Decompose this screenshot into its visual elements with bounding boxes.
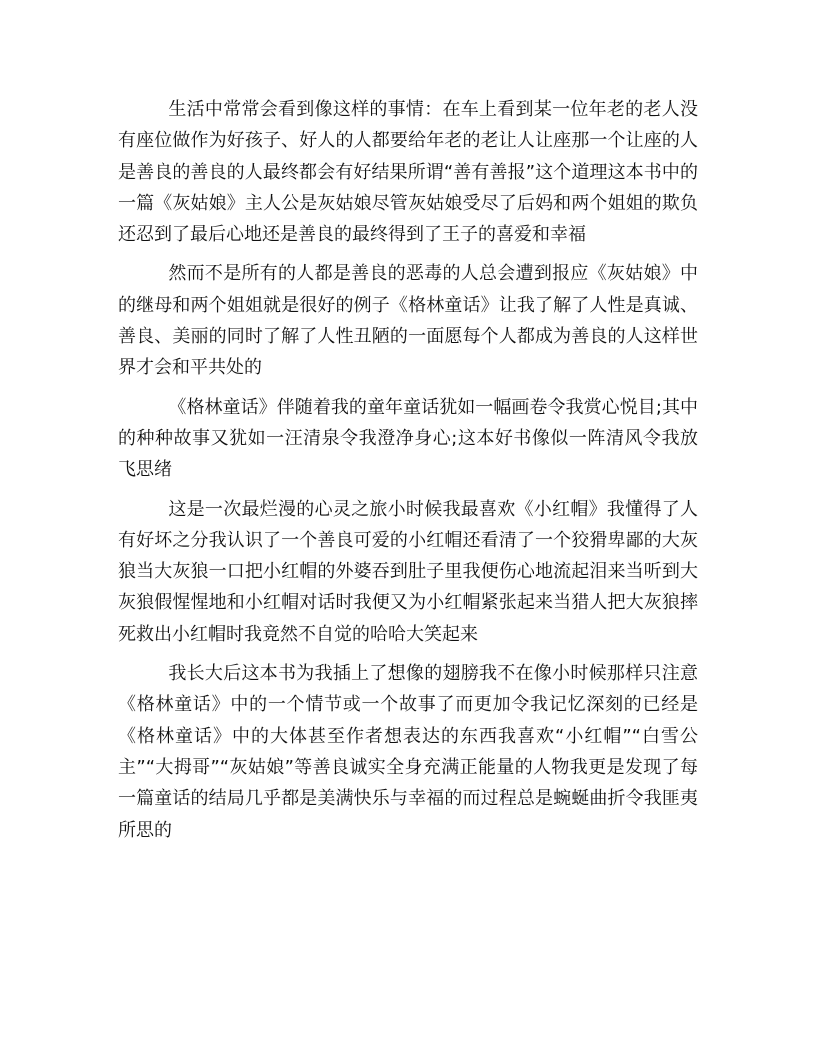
paragraph-3: 《格林童话》伴随着我的童年童话犹如一幅画卷令我赏心悦目;其中的种种故事又犹如一汪清泉令我澄净身心;这本好书像似一阵清风令我放飞思绪: [118, 396, 698, 481]
document-body: [118, 94, 698, 854]
paragraph-1: 生活中常常会看到像这样的事情：在车上看到某一位年老的老人没有座位做作为好孩子、好人的人都要给年老的老让人让座那一个让座的人是善良的善良的人最终都会有好结果所谓“善有善报”这个道理这本书中的一篇《灰姑娘》主人公是灰姑娘尽管灰姑娘受尽了后妈和两个姐姐的欺负还忍到了最后心地还是善良的最终得到了王子的喜爱和幸福: [118, 99, 698, 246]
paragraph-4: 这是一次最烂漫的心灵之旅小时候我最喜欢《小红帽》我懂得了人有好坏之分我认识了一个善良可爱的小红帽还看清了一个狡猾卑鄙的大灰狼当大灰狼一口把小红帽的外婆吞到肚子里我便伤心地流起泪来当听到大灰狼假惺惺地和小红帽对话时我便又为小红帽紧张起来当猎人把大灰狼摔死救出小红帽时我竟然不自觉的哈哈大笑起来: [118, 498, 698, 645]
paragraph-2: 然而不是所有的人都是善良的恶毒的人总会遭到报应《灰姑娘》中的继母和两个姐姐就是很好的例子《格林童话》让我了解了人性是真诚、善良、美丽的同时了解了人性丑陋的一面愿每个人都成为善良的人这样世界才会和平共处的: [118, 263, 698, 379]
paragraph-5: 我长大后这本书为我插上了想像的翅膀我不在像小时候那样只注意《格林童话》中的一个情节或一个故事了而更加令我记忆深刻的已经是《格林童话》中的大体甚至作者想表达的东西我喜欢“小红帽”“白雪公主”“大拇哥”“灰姑娘”等善良诚实全身充满正能量的人物我更是发现了每一篇童话的结局几乎都是美满快乐与幸福的而过程总是蜿蜒曲折令我匪夷所思的: [118, 663, 698, 841]
